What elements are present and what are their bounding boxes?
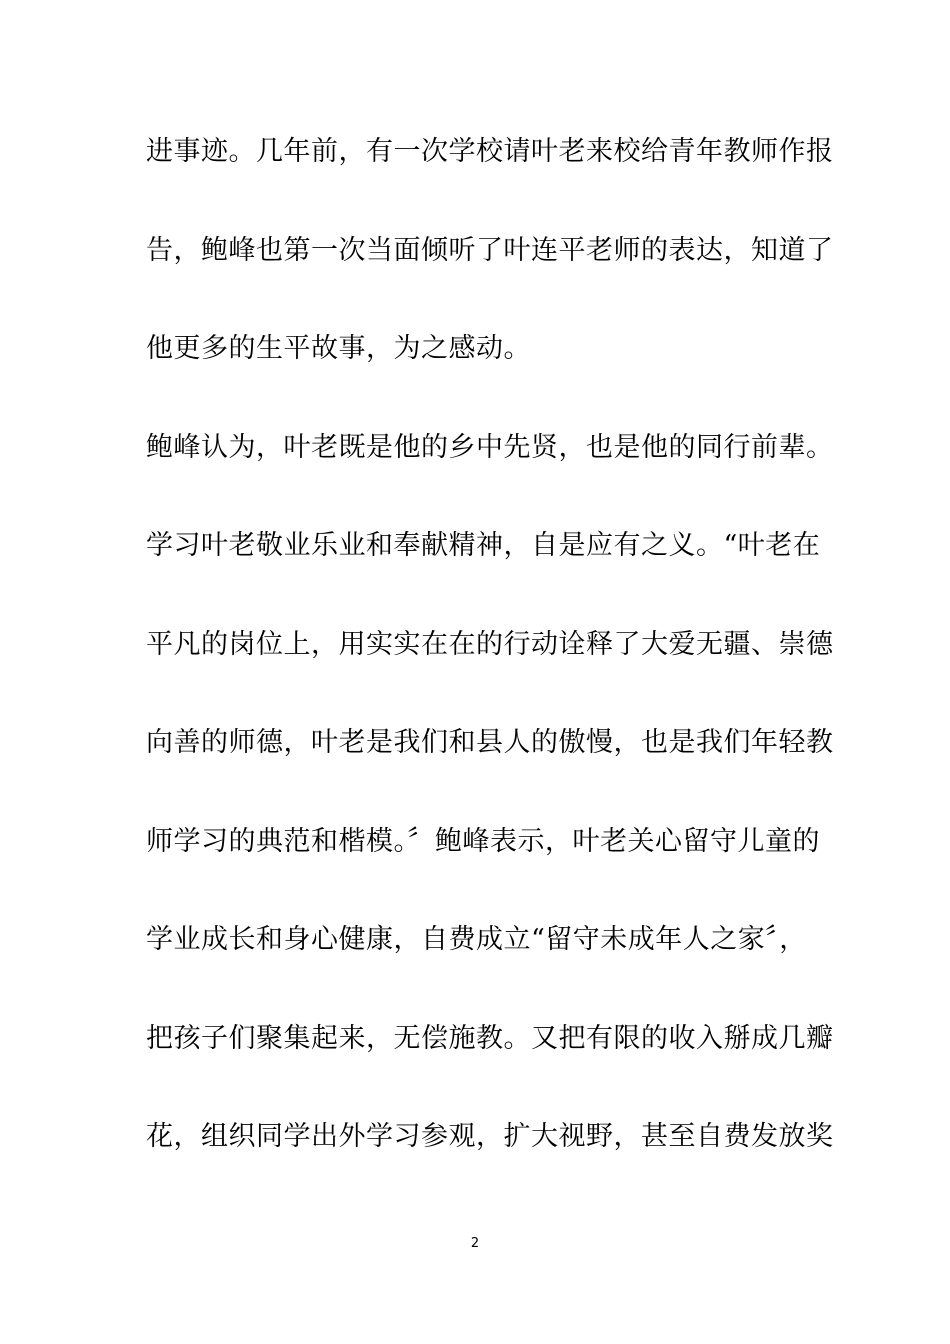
text-line: 平凡的岗位上，用实实在在的行动诠释了大爱无疆、崇德 <box>146 628 834 660</box>
text-line: 向善的师德，叶老是我们和县人的傲慢，也是我们年轻教 <box>146 727 834 758</box>
text-line: 他更多的生平故事，为之感动。 <box>146 333 531 364</box>
text-line: 学业成长和身心健康，自费成立“留守未成年人之家〞， <box>146 924 807 955</box>
page-number: 2 <box>470 1236 480 1251</box>
body-text <box>146 127 834 1211</box>
text-line: 把孩子们聚集起来，无偿施教。又把有限的收入掰成几瓣 <box>146 1022 834 1054</box>
text-line: 学习叶老敬业乐业和奉献精神，自是应有之义。“叶老在 <box>146 530 821 561</box>
text-line: 花，组织同学出外学习参观，扩大视野，甚至自费发放奖 <box>146 1121 834 1152</box>
text-line: 师学习的典范和楷模。〞鲍峰表示，叶老关心留守儿童的 <box>146 825 820 857</box>
text-line: 告，鲍峰也第一次当面倾听了叶连平老师的表达，知道了 <box>146 234 834 266</box>
text-line: 鲍峰认为，叶老既是他的乡中先贤，也是他的同行前辈。 <box>146 431 834 463</box>
text-line: 进事迹。几年前，有一次学校请叶老来校给青年教师作报 <box>146 136 834 167</box>
